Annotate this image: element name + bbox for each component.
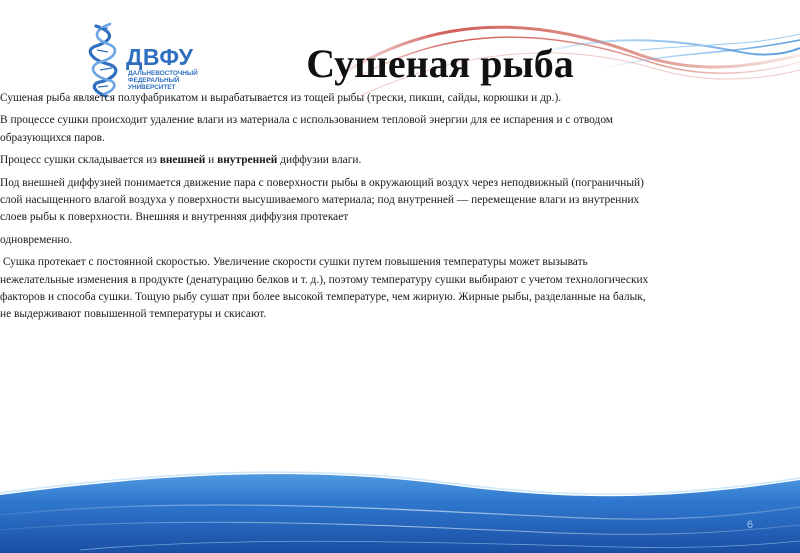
paragraph: одновременно. — [0, 233, 73, 246]
text-run: Процесс сушки складывается из — [0, 154, 160, 167]
paragraph: Под внешней диффузией понимается движение пара с поверхности рыбы в окружающий воздух через неподвижный (пограничный) — [0, 176, 644, 189]
bold-term-external: внешней — [159, 154, 206, 167]
text-run: и — [205, 154, 218, 167]
bottom-wave-decoration — [0, 455, 800, 553]
paragraph: В процессе сушки происходит удаление влаги из материала с использованием тепловой энергии для ее испарения и с отводом — [0, 114, 614, 127]
paragraph: Сушка протекает с постоянной скоростью. Увеличение скорости сушки путем повышения температуры может вызывать — [0, 256, 588, 269]
logo-abbreviation: ДВФУ — [126, 44, 194, 70]
paragraph — [0, 152, 800, 169]
paragraph: слой насыщенного влагой воздуха у поверхности высушиваемого материала; под внутренней — перемещение влаги из внутренних — [0, 194, 640, 207]
logo-subtitle-line: ФЕДЕРАЛЬНЫЙ — [128, 77, 180, 85]
paragraph: не выдерживают повышенной температуры и скисают. — [0, 308, 267, 321]
logo-subtitle-line: УНИВЕРСИТЕТ — [128, 84, 176, 92]
paragraph: слоев рыбы к поверхности. Внешняя и внутренняя диффузия протекает — [0, 211, 349, 224]
slide-title: Сушеная рыба — [306, 41, 574, 86]
slide-body — [0, 90, 800, 324]
paragraph: Сушеная рыба является полуфабрикатом и вырабатывается из тощей рыбы (трески, пикши, сайды, корюшки и др.). — [0, 92, 562, 104]
logo-subtitle-line: ДАЛЬНЕВОСТОЧНЫЙ — [128, 70, 198, 77]
paragraph: факторов и способа сушки. Тощую рыбу сушат при более высокой температуре, чем жирную. Жирные рыбы, разделанные на балык, — [0, 291, 646, 304]
paragraph: нежелательные изменения в продукте (денатурацию белков и т. д.), поэтому температуру сушки выбирают с учетом технологических — [0, 273, 649, 286]
bold-term-internal: внутренней — [217, 154, 278, 167]
text-run: диффузии влаги. — [277, 154, 362, 167]
paragraph: образующихся паров. — [0, 131, 105, 144]
page-number: 6 — [746, 519, 754, 531]
